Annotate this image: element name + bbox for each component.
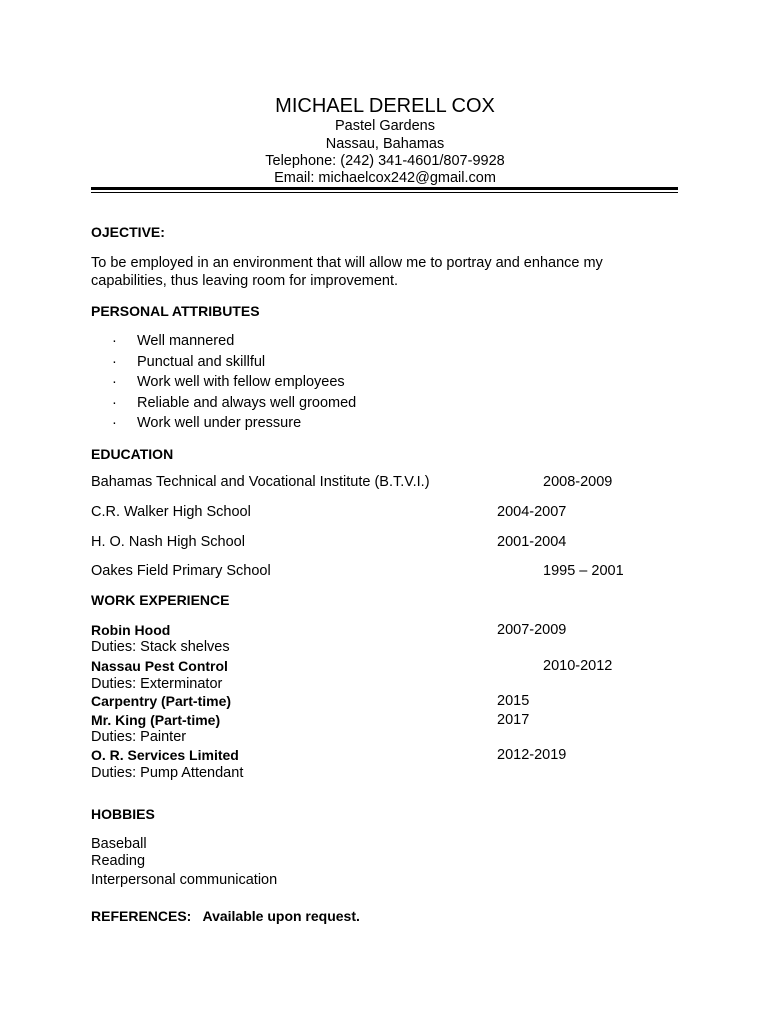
objective-line-1: To be employed in an environment that will allow me to portray and enhance my	[91, 255, 603, 271]
objective-heading: OJECTIVE:	[91, 224, 165, 240]
bullet-icon: ·	[112, 354, 117, 370]
education-years: 2008-2009	[543, 474, 613, 490]
education-years: 2004-2007	[497, 504, 567, 520]
job-employer: O. R. Services Limited	[91, 747, 239, 763]
job-years: 2015	[497, 693, 530, 709]
attribute-item: · Punctual and skillful	[112, 354, 266, 370]
attribute-item: · Work well under pressure	[112, 415, 302, 431]
job-employer: Mr. King (Part-time)	[91, 712, 221, 728]
header-divider-thin	[91, 192, 678, 193]
education-school: Bahamas Technical and Vocational Institute (B.T.V.I.)	[91, 474, 430, 490]
education-school: H. O. Nash High School	[91, 534, 245, 550]
education-heading: EDUCATION	[91, 446, 174, 462]
job-employer: Carpentry (Part-time)	[91, 693, 232, 709]
hobby-item: Interpersonal communication	[91, 872, 278, 888]
bullet-icon: ·	[112, 415, 117, 431]
attribute-item: · Well mannered	[112, 333, 235, 349]
job-duties: Duties: Stack shelves	[91, 639, 230, 655]
job-years: 2010-2012	[543, 658, 613, 674]
hobby-item: Reading	[91, 853, 146, 869]
job-employer: Nassau Pest Control	[91, 658, 228, 674]
work-heading: WORK EXPERIENCE	[91, 592, 230, 608]
references-line: REFERENCES: Available upon request.	[91, 908, 360, 924]
education-school: C.R. Walker High School	[91, 504, 251, 520]
address-line-2: Nassau, Bahamas	[325, 136, 445, 152]
job-employer: Robin Hood	[91, 622, 171, 638]
header-divider-thick	[91, 187, 678, 190]
job-duties: Duties: Exterminator	[91, 676, 223, 692]
address-line-1: Pastel Gardens	[335, 118, 435, 134]
bullet-icon: ·	[112, 333, 117, 349]
attributes-heading: PERSONAL ATTRIBUTES	[91, 303, 260, 319]
candidate-name: MICHAEL DERELL COX	[275, 95, 495, 117]
job-years: 2007-2009	[497, 622, 567, 638]
job-years: 2017	[497, 712, 530, 728]
attribute-item: · Work well with fellow employees	[112, 374, 345, 390]
telephone-line: Telephone: (242) 341-4601/807-9928	[265, 153, 505, 169]
bullet-icon: ·	[112, 374, 117, 390]
job-duties: Duties: Pump Attendant	[91, 765, 244, 781]
education-school: Oakes Field Primary School	[91, 563, 271, 579]
hobby-item: Baseball	[91, 836, 147, 852]
education-years: 2001-2004	[497, 534, 567, 550]
job-duties: Duties: Painter	[91, 729, 187, 745]
hobbies-heading: HOBBIES	[91, 806, 155, 822]
job-years: 2012-2019	[497, 747, 567, 763]
email-line: Email: michaelcox242@gmail.com	[274, 170, 496, 186]
education-years: 1995 – 2001	[543, 563, 624, 579]
objective-line-2: capabilities, thus leaving room for improvement.	[91, 273, 399, 289]
attribute-item: · Reliable and always well groomed	[112, 395, 357, 411]
bullet-icon: ·	[112, 395, 117, 411]
